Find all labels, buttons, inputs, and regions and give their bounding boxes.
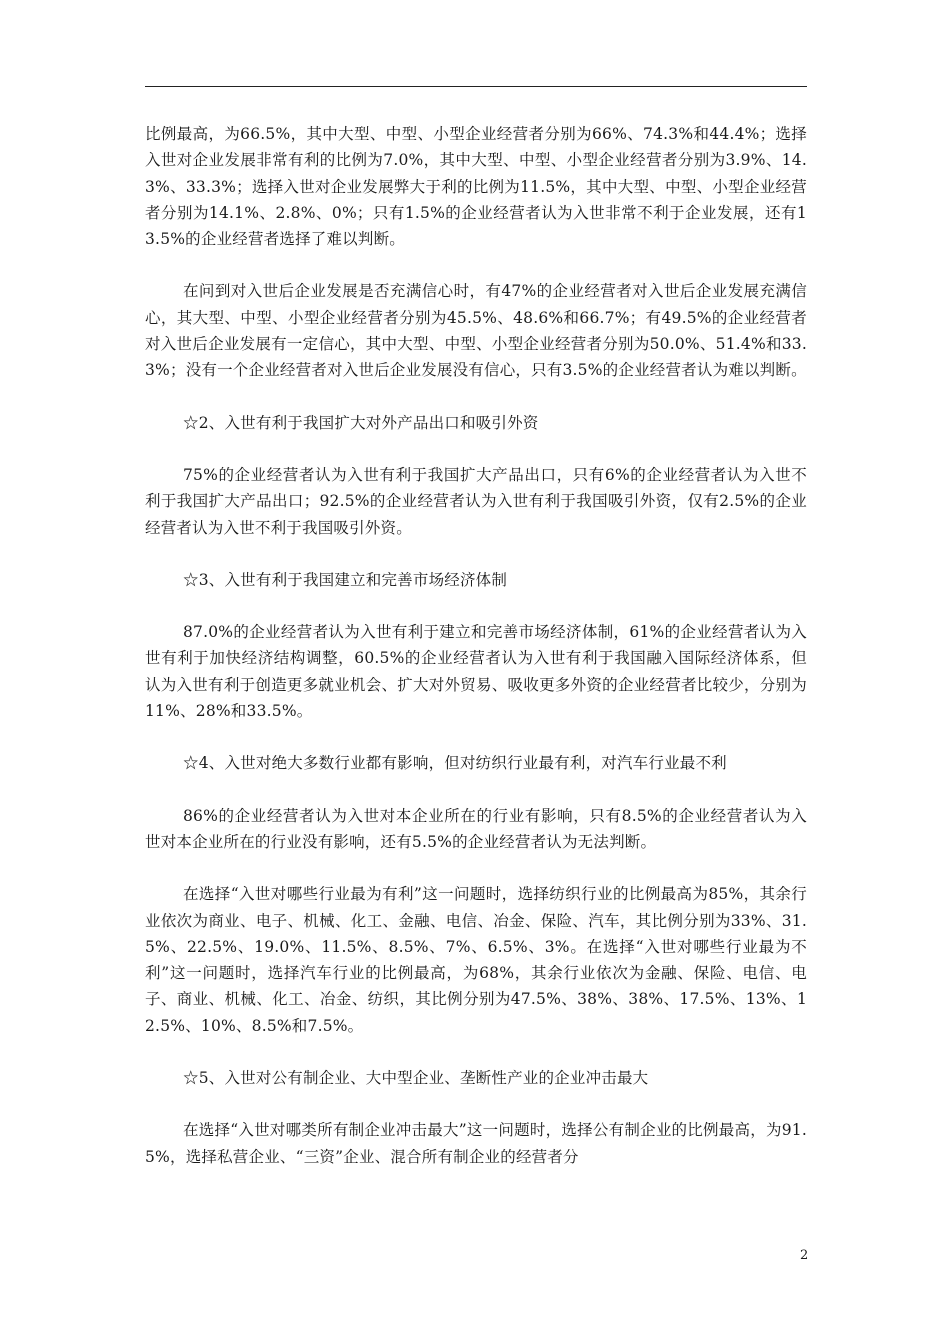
- paragraph-1: 比例最高，为66.5%，其中大型、中型、小型企业经营者分别为66%、74.3%和44.4%；选择入世对企业发展非常有利的比例为7.0%，其中大型、中型、小型企业经营者分别为3.9%、14.3%、33.3%；选择入世对企业发展弊大于利的比例为11.5%，其中大型、中型、小型企业经营者分别为14.1%、2.8%、0%；只有1.5%的企业经营者认为入世非常不利于企业发展，还有13.5%的企业经营者选择了难以判断。: [145, 125, 807, 249]
- paragraph-7: 在选择“入世对哪类所有制企业冲击最大”这一问题时，选择公有制企业的比例最高，为91.5%，选择私营企业、“三资”企业、混合所有制企业的经营者分: [145, 1121, 807, 1166]
- section-heading-5: [145, 1065, 807, 1091]
- paragraph-6: 在选择“入世对哪些行业最为有利”这一问题时，选择纺织行业的比例最高为85%，其余行业依次为商业、电子、机械、化工、金融、电信、冶金、保险、汽车，其比例分别为33%、31.5%、22.5%、19.0%、11.5%、8.5%、7%、6.5%、3%。在选择“入世对哪些行业最为不利”这一问题时，选择汽车行业的比例最高，为68%，其余行业依次为金融、保险、电信、电子、商业、机械、化工、冶金、纺织，其比例分别为47.5%、38%、38%、17.5%、13%、12.5%、10%、8.5%和7.5%。: [145, 885, 807, 1035]
- section-heading-4: [145, 750, 807, 776]
- section-heading-text: 2、入世有利于我国扩大对外产品出口和吸引外资: [198, 413, 539, 432]
- paragraph-4: 87.0%的企业经营者认为入世有利于建立和完善市场经济体制，61%的企业经营者认为入世有利于加快经济结构调整，60.5%的企业经营者认为入世有利于我国融入国际经济体系，但认为入世有利于创造更多就业机会、扩大对外贸易、吸收更多外资的企业经营者比较少，分别为11%、28%和33.5%。: [145, 623, 807, 721]
- paragraph-5: 86%的企业经营者认为入世对本企业所在的行业有影响，只有8.5%的企业经营者认为入世对本企业所在的行业没有影响，还有5.5%的企业经营者认为无法判断。: [145, 806, 807, 851]
- star-icon: ☆: [183, 1069, 199, 1088]
- section-heading-text: 3、入世有利于我国建立和完善市场经济体制: [198, 570, 508, 589]
- section-heading-text: 4、入世对绝大多数行业都有影响，但对纺织行业最有利，对汽车行业最不利: [198, 754, 727, 773]
- star-icon: ☆: [183, 570, 199, 589]
- header-rule: [145, 86, 807, 87]
- section-heading-text: 5、入世对公有制企业、大中型企业、垄断性产业的企业冲击最大: [198, 1069, 649, 1088]
- document-body: [145, 121, 807, 1196]
- page-number: 2: [800, 1248, 809, 1263]
- paragraph-2: 在问到对入世后企业发展是否充满信心时，有47%的企业经营者对入世后企业发展充满信心，其大型、中型、小型企业经营者分别为45.5%、48.6%和66.7%；有49.5%的企业经营者对入世后企业发展有一定信心，其中大型、中型、小型企业经营者分别为50.0%、51.4%和33.3%；没有一个企业经营者对入世后企业发展没有信心，只有3.5%的企业经营者认为难以判断。: [145, 282, 807, 380]
- star-icon: ☆: [183, 754, 199, 773]
- section-heading-2: [145, 410, 807, 436]
- paragraph-3: 75%的企业经营者认为入世有利于我国扩大产品出口，只有6%的企业经营者认为入世不利于我国扩大产品出口；92.5%的企业经营者认为入世有利于我国吸引外资，仅有2.5%的企业经营者认为入世不利于我国吸引外资。: [145, 465, 807, 537]
- section-heading-3: [145, 567, 807, 593]
- star-icon: ☆: [183, 413, 199, 432]
